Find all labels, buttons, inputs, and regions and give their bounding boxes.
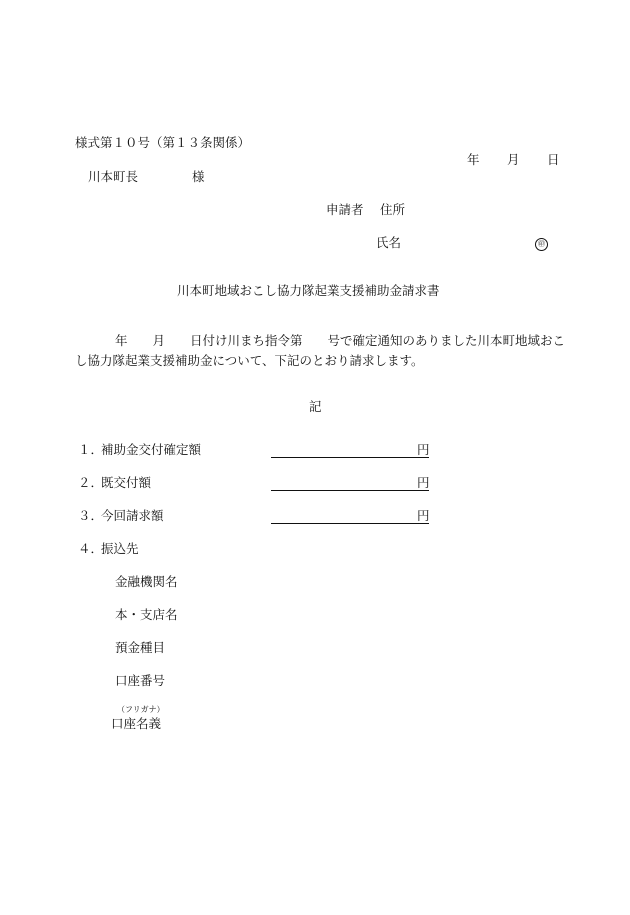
item-3-unit: 円 (417, 508, 430, 523)
form-number: 様式第１０号（第１３条関係） (75, 135, 251, 150)
date-month-label: 月 (507, 152, 520, 167)
item-3-label: 今回請求額 (101, 508, 164, 523)
addressee-honorific: 様 (192, 169, 205, 184)
item-1-label: 補助金交付確定額 (101, 442, 202, 457)
account-holder-label: 口座名義 (111, 716, 162, 731)
body-paragraph: 年 月 日付け川まち指令第 号で確定通知のありました川本町地域おこし協力隊起業支援補助金について、下記のとおり請求します。 (75, 333, 566, 368)
date-year-label: 年 (467, 152, 480, 167)
addressee-name: 川本町長 (88, 169, 139, 184)
seal-icon (535, 236, 548, 251)
date-day-label: 日 (547, 152, 560, 167)
item-3-amount-line (271, 523, 429, 524)
item-2-unit: 円 (417, 475, 430, 490)
applicant-address-label: 住所 (380, 202, 406, 217)
item-2-number: ２． (78, 475, 104, 490)
branch-name-label: 本・支店名 (115, 607, 178, 622)
account-type-label: 預金種目 (115, 640, 166, 655)
furigana-label: （フリガナ） (117, 705, 165, 714)
item-4-label: 振込先 (101, 541, 139, 556)
item-3-number: ３． (78, 508, 104, 523)
document-title: 川本町地域おこし協力隊起業支援補助金請求書 (177, 283, 440, 298)
ki-heading: 記 (309, 399, 322, 414)
item-2-amount-line (271, 490, 429, 491)
item-1-amount-line (271, 457, 429, 458)
seal-mark: ㊞ (535, 238, 548, 251)
applicant-role: 申請者 (326, 202, 364, 217)
account-number-label: 口座番号 (115, 673, 166, 688)
item-2-label: 既交付額 (101, 475, 152, 490)
bank-name-label: 金融機関名 (115, 574, 178, 589)
item-1-number: １． (78, 442, 104, 457)
item-1-unit: 円 (417, 442, 430, 457)
applicant-name-label: 氏名 (376, 235, 402, 250)
item-4-number: ４． (78, 541, 104, 556)
